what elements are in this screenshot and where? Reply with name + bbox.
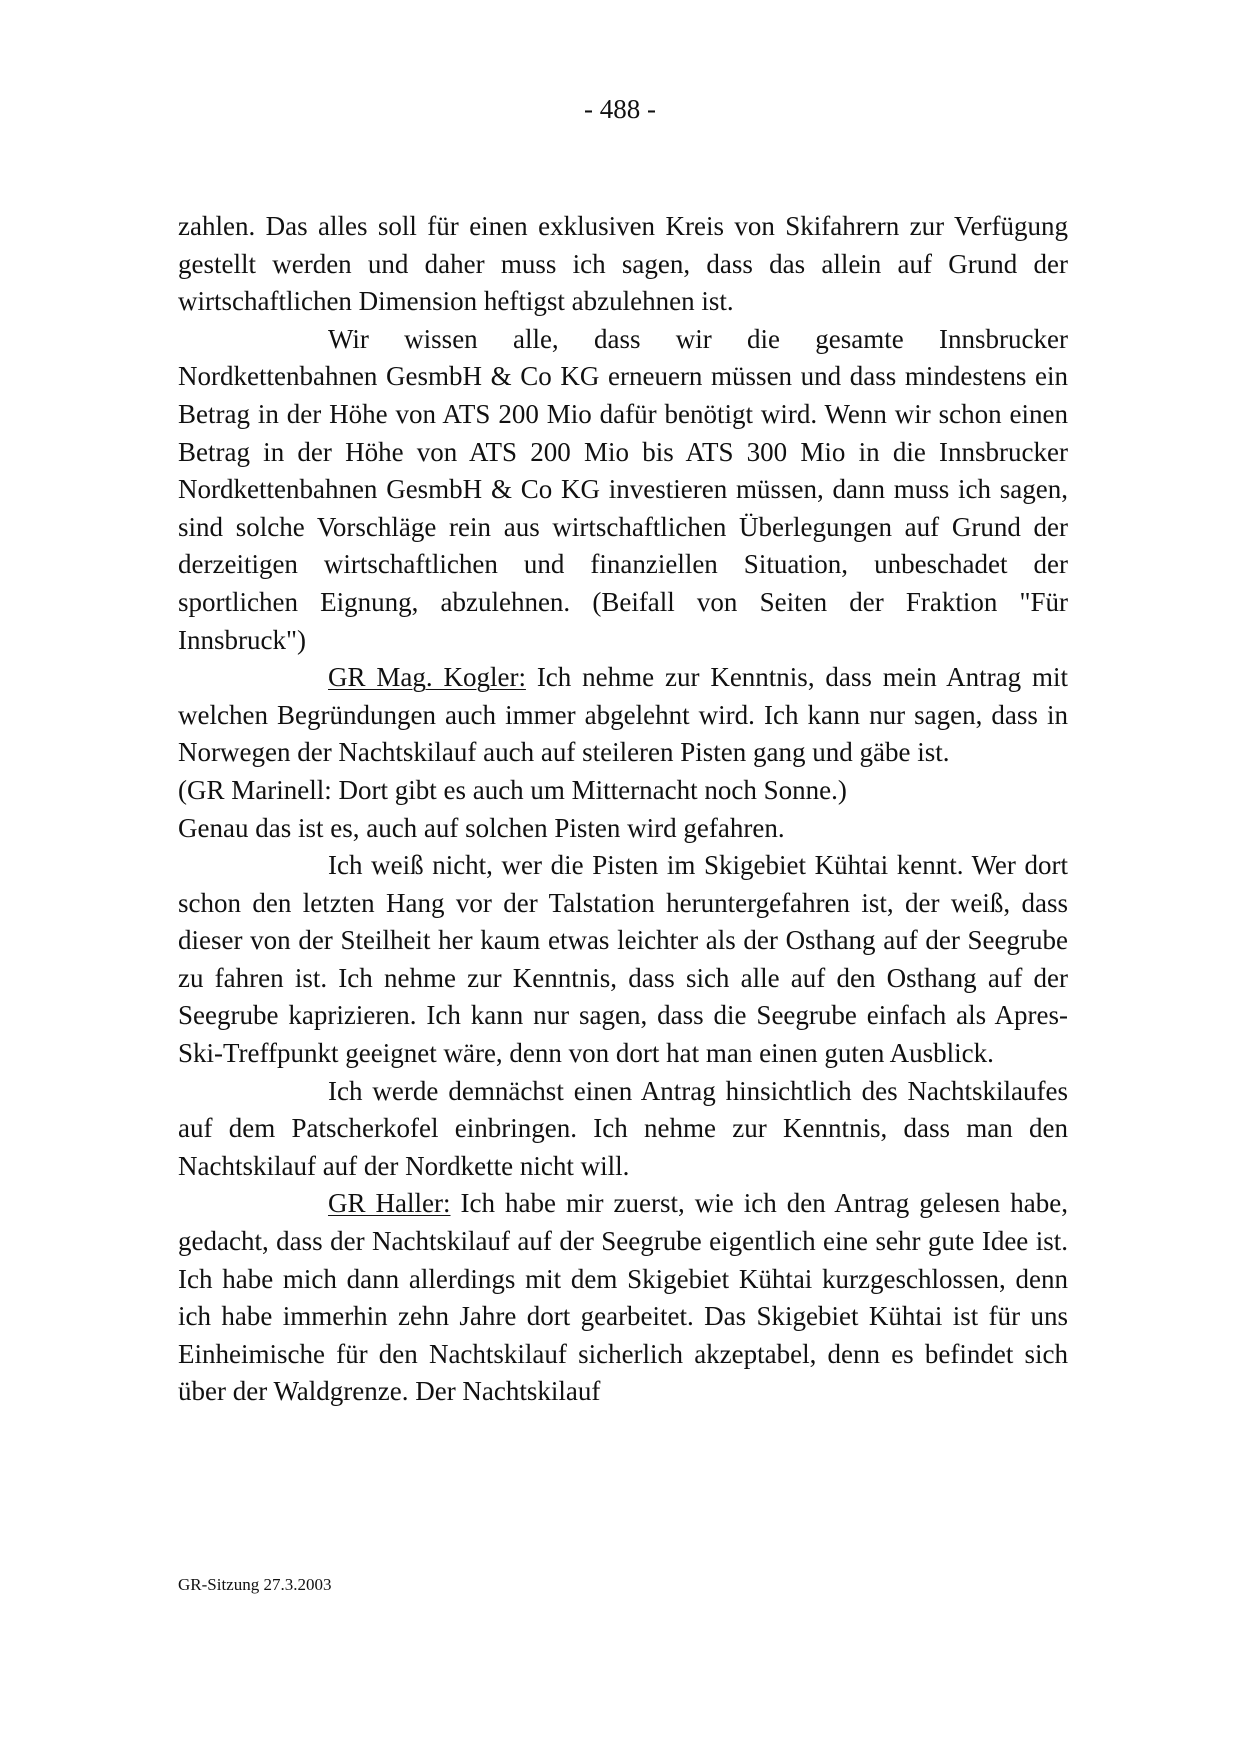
page-number: - 488 - — [584, 94, 656, 124]
paragraph — [178, 1185, 1068, 1411]
paragraph: Wir wissen alle, dass wir die gesamte Innsbrucker Nordkettenbahnen GesmbH & Co KG erneuern müssen und dass mindestens ein Betrag in der Höhe von ATS 200 Mio dafür benötigt wird. Wenn wir schon einen Betrag in der Höhe von ATS 200 Mio bis ATS 300 Mio in die Innsbrucker Nordkettenbahnen GesmbH & Co KG investieren müssen, dann muss ich sagen, sind solche Vorschläge rein aus wirtschaftlichen Überlegungen auf Grund der derzeitigen wirtschaftlichen und finanziellen Situation, unbeschadet der sportlichen Eignung, abzulehnen. (Beifall von Seiten der Fraktion "Für Innsbruck") — [178, 323, 1068, 655]
interjection: (GR Marinell: Dort gibt es auch um Mitternacht noch Sonne.) — [178, 774, 847, 805]
paragraph: Ich werde demnächst einen Antrag hinsichtlich des Nachtskilaufes auf dem Patscherkofel einbringen. Ich nehme zur Kenntnis, dass man den Nachtskilauf auf der Nordkette nicht will. — [178, 1075, 1068, 1181]
paragraph: Genau das ist es, auch auf solchen Pisten wird gefahren. — [178, 812, 785, 843]
speaker-name: GR Mag. Kogler: — [328, 662, 526, 693]
speech-text: Ich habe mir zuerst, wie ich den Antrag gelesen habe, gedacht, dass der Nachtskilauf auf der Seegrube eigentlich eine sehr gute Idee ist. Ich habe mich dann allerdings mit dem Skigebiet Kühtai kurzgeschlossen, denn ich habe immerhin zehn Jahre dort gearbeitet. Das Skigebiet Kühtai ist für uns Einheimische für den Nachtskilauf sicherlich akzeptabel, denn es befindet sich über der Waldgrenze. Der Nachtskilauf — [178, 1188, 1068, 1407]
paragraph: Ich weiß nicht, wer die Pisten im Skigebiet Kühtai kennt. Wer dort schon den letzten Hang vor der Talstation heruntergefahren ist, der weiß, dass dieser von der Steilheit her kaum etwas leichter als der Osthang auf der Seegrube zu fahren ist. Ich nehme zur Kenntnis, dass sich alle auf den Osthang auf der Seegrube kaprizieren. Ich kann nur sagen, dass die Seegrube einfach als Apres-Ski-Treffpunkt geeignet wäre, denn von dort hat man einen guten Ausblick. — [178, 850, 1068, 1069]
document-body — [178, 208, 1068, 1411]
speech-text: Ich nehme zur Kenntnis, dass mein Antrag mit welchen Begründungen auch immer abgelehnt wird. Ich kann nur sagen, dass in Norwegen der Nachtskilauf auch auf steileren Pisten gang und gäbe ist. — [178, 662, 1068, 768]
paragraph — [178, 659, 1068, 772]
paragraph: zahlen. Das alles soll für einen exklusiven Kreis von Skifahrern zur Verfügung gestellt werden und daher muss ich sagen, dass das allein auf Grund der wirtschaftlichen Dimension heftigst abzulehnen ist. — [178, 211, 1068, 317]
speaker-name: GR Haller: — [328, 1188, 451, 1219]
footer: GR-Sitzung 27.3.2003 — [178, 1575, 332, 1594]
